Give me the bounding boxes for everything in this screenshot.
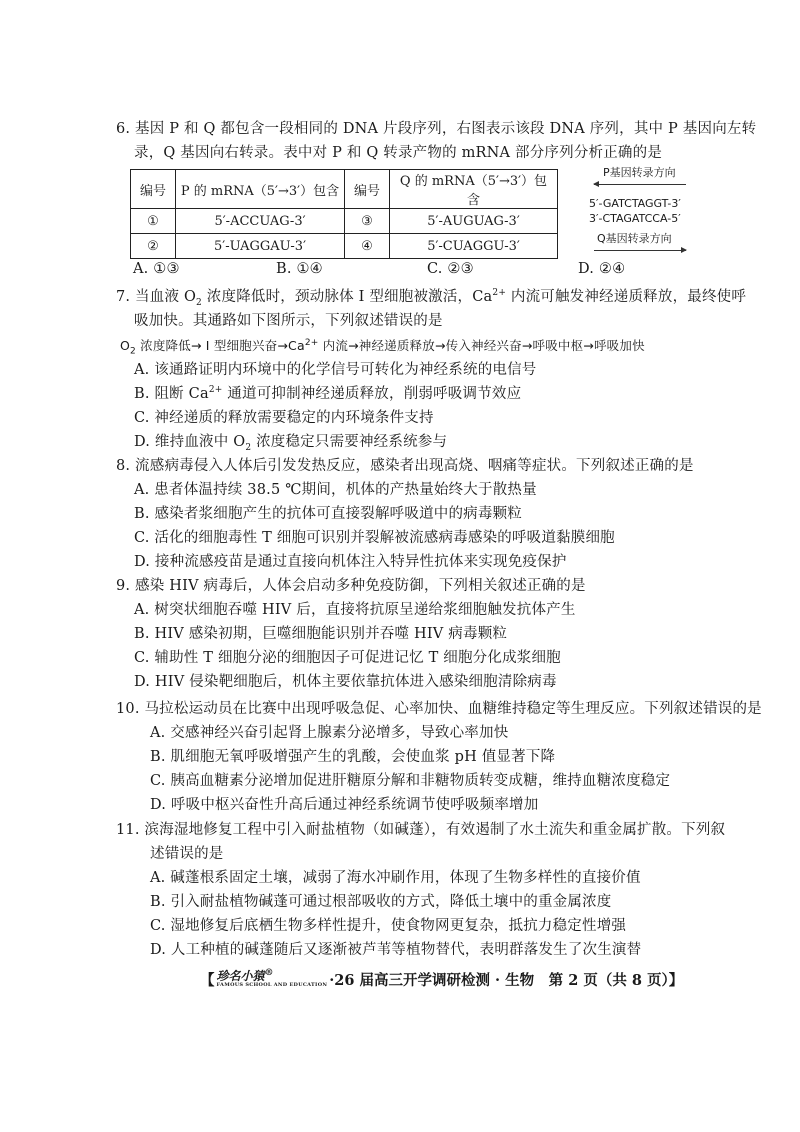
q9-option-a: A. 树突状细胞吞噬 HIV 后，直接将抗原呈递给浆细胞触发抗体产生 <box>134 602 576 618</box>
q6-stem-line1: 6. 基因 P 和 Q 都包含一段相同的 DNA 片段序列，右图表示该段 DNA 序列，其中 P 基因向左转 <box>116 121 757 137</box>
q8-stem: 8. 流感病毒侵入人体后引发发热反应，感染者出现高烧、咽痛等症状。下列叙述正确的是 <box>116 458 694 474</box>
q9-option-c: C. 辅助性 T 细胞分泌的细胞因子可促进记忆 T 细胞分化成浆细胞 <box>134 650 561 666</box>
table-header-cell: 编号 <box>131 170 176 209</box>
table-cell: ④ <box>345 234 390 259</box>
footer-bracket-close: 】 <box>668 972 684 989</box>
q11-option-d: D. 人工种植的碱蓬随后又逐渐被芦苇等植物替代，表明群落发生了次生演替 <box>150 942 642 958</box>
footer-text: ·26 届高三开学调研检测 · 生物 第 2 页（共 8 页） <box>329 972 669 989</box>
option-a: A. ①③ <box>133 261 180 277</box>
brand-logo-icon: 珍名小猿® FAMOUS SCHOOL AND EDUCATION <box>216 968 328 988</box>
q10-option-a: A. 交感神经兴奋引起肾上腺素分泌增多，导致心率加快 <box>150 725 509 741</box>
q11-stem-line1: 11. 滨海湿地修复工程中引入耐盐植物（如碱蓬），有效遏制了水土流失和重金属扩散。下列叙 <box>116 822 726 838</box>
q7-pathway: $O_2$ 浓度降低→ Ⅰ 型细胞兴奋$\to Ca^{2+}$ 内流→神经递质释放→传入神经兴奋→呼吸中枢→呼吸加快 <box>120 337 645 357</box>
q10-option-d: D. 呼吸中枢兴奋性升高后通过神经系统调节使呼吸频率增加 <box>150 797 539 813</box>
q8-option-c: C. 活化的细胞毒性 T 细胞可识别并裂解被流感病毒感染的呼吸道黏膜细胞 <box>134 530 615 546</box>
page-footer <box>200 969 683 990</box>
table-cell: 5′-UAGGAU-3′ <box>176 234 345 259</box>
q9-option-d: D. HIV 侵染靶细胞后，机体主要依靠抗体进入感染细胞清除病毒 <box>134 674 557 690</box>
table-cell: ② <box>131 234 176 259</box>
table-cell: ③ <box>345 209 390 234</box>
q7-option-a: A. 该通路证明内环境中的化学信号可转化为神经系统的电信号 <box>134 362 537 378</box>
left-arrow-icon <box>594 184 686 185</box>
table-cell: 5′-CUAGGU-3′ <box>390 234 558 259</box>
q8-option-a: A. 患者体温持续 38.5 ℃期间，机体的产热量始终大于散热量 <box>134 482 537 498</box>
q9-option-b: B. HIV 感染初期，巨噬细胞能识别并吞噬 HIV 病毒颗粒 <box>134 626 508 642</box>
option-b: B. ①④ <box>276 261 323 277</box>
dna-strand-bottom: 3′-CTAGATCCA-5′ <box>589 212 681 225</box>
p-direction-label: P基因转录方向 <box>603 166 676 179</box>
q-direction-label: Q基因转录方向 <box>597 232 672 245</box>
q10-option-b: B. 肌细胞无氧呼吸增强产生的乳酸，会使血浆 pH 值显著下降 <box>150 749 556 765</box>
q11-option-a: A. 碱蓬根系固定土壤，减弱了海水冲刷作用，体现了生物多样性的直接价值 <box>150 870 641 886</box>
table-row <box>131 234 558 259</box>
q8-option-b: B. 感染者浆细胞产生的抗体可直接裂解呼吸道中的病毒颗粒 <box>134 506 522 522</box>
q7-stem-line1: 7. 当血液 $O_2$ 浓度降低时，颈动脉体 Ⅰ 型细胞被激活，$Ca^{2+}$ 内流可触发神经递质释放，最终使呼 <box>116 288 747 308</box>
q11-stem-line2: 述错误的是 <box>150 846 224 862</box>
q10-stem: 10. 马拉松运动员在比赛中出现呼吸急促、心率加快、血糖维持稳定等生理反应。下列叙述错误的是 <box>116 701 762 717</box>
footer-bracket-open: 【 <box>200 972 215 989</box>
q9-stem: 9. 感染 HIV 病毒后，人体会启动多种免疫防御，下列相关叙述正确的是 <box>116 578 586 594</box>
q10-option-c: C. 胰高血糖素分泌增加促进肝糖原分解和非糖物质转变成糖，维持血糖浓度稳定 <box>150 773 671 789</box>
dna-strand-top: 5′-GATCTAGGT-3′ <box>589 197 681 210</box>
option-c: C. ②③ <box>427 261 474 277</box>
right-arrow-icon <box>594 250 686 251</box>
mrna-table <box>130 169 558 259</box>
option-d: D. ②④ <box>578 261 626 277</box>
table-row <box>131 209 558 234</box>
q8-option-d: D. 接种流感疫苗是通过直接向机体注入特异性抗体来实现免疫保护 <box>134 554 567 570</box>
q11-option-b: B. 引入耐盐植物碱蓬可通过根部吸收的方式，降低土壤中的重金属浓度 <box>150 894 612 910</box>
q7-stem-line2: 吸加快。其通路如下图所示，下列叙述错误的是 <box>134 313 443 329</box>
q7-option-b: B. 阻断 $Ca^{2+}$ 通道可抑制神经递质释放，削弱呼吸调节效应 <box>134 385 522 402</box>
q7-option-d: D. 维持血液中 $O_2$ 浓度稳定只需要神经系统参与 <box>134 434 448 453</box>
q11-option-c: C. 湿地修复后底栖生物多样性提升，使食物网更复杂，抵抗力稳定性增强 <box>150 918 627 934</box>
table-cell: ① <box>131 209 176 234</box>
table-cell: 5′-AUGUAG-3′ <box>390 209 558 234</box>
q6-stem-line2: 录，Q 基因向右转录。表中对 P 和 Q 转录产物的 mRNA 部分序列分析正确的是 <box>134 145 663 161</box>
table-header-row <box>131 170 558 209</box>
table-header-cell: Q 的 mRNA（5′→3′）包含 <box>390 170 558 209</box>
table-header-cell: 编号 <box>345 170 390 209</box>
q7-option-c: C. 神经递质的释放需要稳定的内环境条件支持 <box>134 410 434 426</box>
table-header-cell: P 的 mRNA（5′→3′）包含 <box>176 170 345 209</box>
table-cell: 5′-ACCUAG-3′ <box>176 209 345 234</box>
